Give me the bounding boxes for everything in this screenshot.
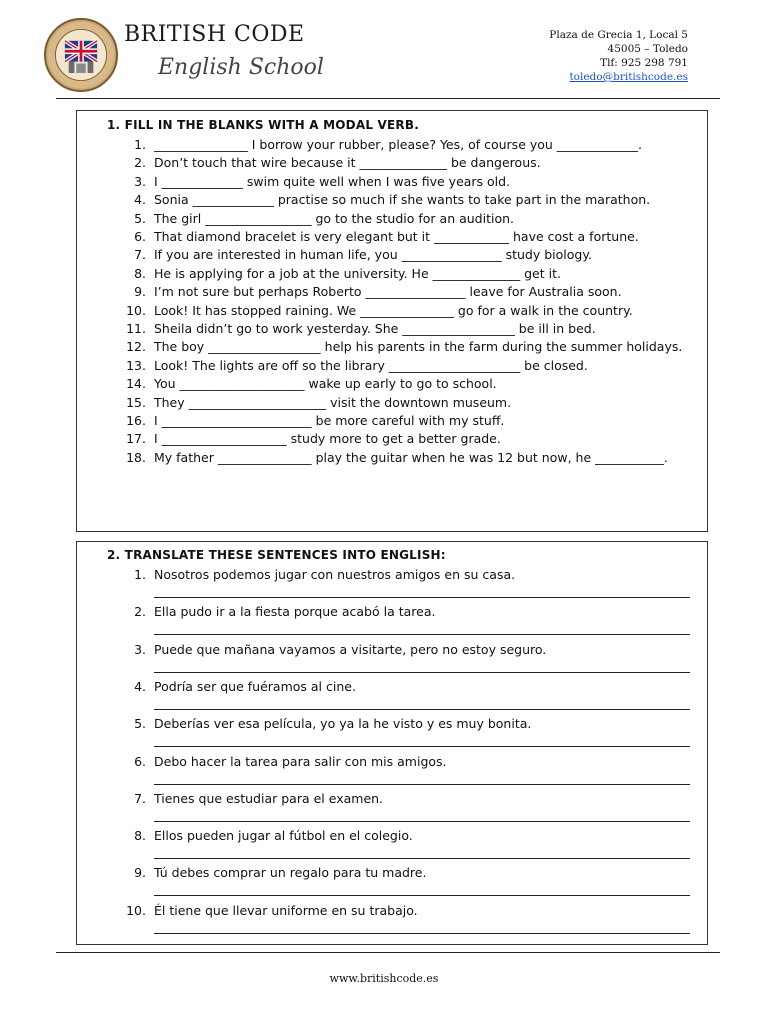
answer-line[interactable]	[154, 821, 690, 822]
item-number: 9.	[134, 865, 146, 881]
footer-website[interactable]: www.britishcode.es	[329, 972, 439, 985]
item-text: Puede que mañana vayamos a visitarte, pero no estoy seguro.	[154, 641, 547, 657]
item-text: Podría ser que fuéramos al cine.	[154, 678, 356, 694]
item-text: I _____________ swim quite well when I was five years old.	[154, 173, 511, 189]
item-text: I ____________________ study more to get a better grade.	[154, 431, 501, 447]
exercise-1-item	[120, 191, 700, 209]
item-number: 5.	[134, 716, 146, 732]
item-number: 1.	[134, 567, 146, 582]
item-number: 12.	[126, 339, 146, 355]
item-text: He is applying for a job at the university. He ______________ get it.	[154, 265, 561, 281]
item-number: 11.	[126, 321, 146, 336]
answer-line[interactable]	[154, 746, 690, 747]
item-text: Look! It has stopped raining. We _______________ go for a walk in the country.	[154, 302, 633, 318]
exercise-1-item	[120, 265, 700, 283]
item-number: 3.	[134, 641, 146, 657]
item-number: 6.	[134, 753, 146, 769]
exercise-1-item	[120, 430, 700, 448]
item-number: 3.	[134, 173, 146, 189]
item-number: 9.	[134, 284, 146, 300]
item-text: The boy __________________ help his parents in the farm during the summer holidays.	[154, 339, 683, 355]
item-text: Ellos pueden jugar al fútbol en el colegio.	[154, 828, 413, 844]
item-number: 7.	[134, 790, 146, 806]
answer-line[interactable]	[154, 895, 690, 896]
exercise-1-item	[120, 246, 700, 264]
item-number: 10.	[126, 902, 146, 918]
exercise-2-item	[120, 827, 700, 845]
item-number: 16.	[126, 413, 146, 428]
exercise-2-item	[120, 641, 700, 659]
item-text: _______________ I borrow your rubber, please? Yes, of course you _____________.	[154, 137, 643, 152]
item-text: Sonia _____________ practise so much if she wants to take part in the marathon.	[154, 192, 651, 208]
exercise-1-item	[120, 449, 700, 467]
item-text: Ella pudo ir a la fiesta porque acabó la tarea.	[154, 604, 436, 620]
exercise-1-item	[120, 136, 700, 154]
item-number: 18.	[126, 449, 146, 465]
item-number: 1.	[134, 137, 146, 152]
exercise-1-item	[120, 394, 700, 412]
exercise-1-item	[120, 283, 700, 301]
item-text: That diamond bracelet is very elegant but it ____________ have cost a fortune.	[154, 229, 639, 244]
logo-emblem	[46, 20, 116, 90]
exercise-2-title: 2. TRANSLATE THESE SENTENCES INTO ENGLISH:	[107, 548, 446, 562]
exercise-2-item	[120, 566, 700, 584]
exercise-1-item	[120, 357, 700, 375]
school-logo-icon	[44, 18, 118, 92]
item-text: I’m not sure but perhaps Roberto ________________ leave for Australia soon.	[154, 284, 622, 300]
exercise-1-item	[120, 154, 700, 172]
phone-number: Tlf: 925 298 791	[600, 57, 688, 69]
exercise-2-item	[120, 790, 700, 808]
item-number: 4.	[134, 678, 146, 694]
answer-line[interactable]	[154, 933, 690, 934]
item-text: Debo hacer la tarea para salir con mis amigos.	[154, 753, 447, 769]
item-number: 13.	[126, 357, 146, 373]
item-number: 8.	[134, 265, 146, 281]
answer-line[interactable]	[154, 709, 690, 710]
exercise-2-item	[120, 603, 700, 621]
email-link[interactable]: toledo@britishcode.es	[569, 71, 688, 83]
item-number: 15.	[126, 394, 146, 410]
item-text: I ________________________ be more careful with my stuff.	[154, 413, 505, 428]
address-line-2: 45005 – Toledo	[607, 43, 688, 55]
item-text: Sheila didn’t go to work yesterday. She __________________ be ill in bed.	[154, 321, 596, 336]
address-line-1: Plaza de Grecia 1, Local 5	[549, 29, 688, 41]
exercise-1-item	[120, 375, 700, 393]
answer-line[interactable]	[154, 672, 690, 673]
item-text: Tú debes comprar un regalo para tu madre.	[154, 865, 427, 881]
exercise-1-item	[120, 412, 700, 430]
exercise-2-item	[120, 678, 700, 696]
item-text: Él tiene que llevar uniforme en su trabajo.	[154, 902, 418, 918]
footer-divider	[56, 952, 720, 953]
item-number: 6.	[134, 229, 146, 244]
exercise-2-item	[120, 902, 700, 920]
exercise-2-item	[120, 753, 700, 771]
item-text: Deberías ver esa película, yo ya la he visto y es muy bonita.	[154, 716, 532, 732]
item-text: Don’t touch that wire because it ______________ be dangerous.	[154, 155, 541, 171]
header-divider	[56, 98, 720, 99]
item-text: My father _______________ play the guitar when he was 12 but now, he ___________.	[154, 449, 668, 465]
item-number: 2.	[134, 604, 146, 620]
item-number: 14.	[126, 376, 146, 392]
exercise-2-item	[120, 864, 700, 882]
exercise-2-item	[120, 715, 700, 733]
exercise-1-item	[120, 338, 700, 356]
exercise-1-item	[120, 173, 700, 191]
item-text: If you are interested in human life, you ________________ study biology.	[154, 247, 592, 263]
item-number: 10.	[126, 302, 146, 318]
answer-line[interactable]	[154, 634, 690, 635]
item-number: 5.	[134, 210, 146, 226]
item-number: 7.	[134, 247, 146, 263]
item-text: Look! The lights are off so the library _____________________ be closed.	[154, 357, 588, 373]
answer-line[interactable]	[154, 858, 690, 859]
item-text: You ____________________ wake up early to go to school.	[154, 376, 497, 392]
item-text: The girl _________________ go to the studio for an audition.	[154, 210, 514, 226]
item-number: 8.	[134, 828, 146, 844]
item-text: They ______________________ visit the downtown museum.	[154, 394, 512, 410]
exercise-1-item	[120, 320, 700, 338]
exercise-1-item	[120, 210, 700, 228]
item-number: 4.	[134, 192, 146, 208]
answer-line[interactable]	[154, 784, 690, 785]
item-text: Nosotros podemos jugar con nuestros amigos en su casa.	[154, 567, 516, 582]
item-text: Tienes que estudiar para el examen.	[154, 790, 384, 806]
exercise-2-box	[76, 541, 708, 945]
item-number: 17.	[126, 431, 146, 447]
item-number: 2.	[134, 155, 146, 171]
brand-name: BRITISH CODE	[124, 22, 305, 47]
exercise-1-item	[120, 228, 700, 246]
brand-subtitle: English School	[158, 55, 324, 80]
contact-block	[549, 28, 688, 84]
exercise-1-title: 1. FILL IN THE BLANKS WITH A MODAL VERB.	[107, 118, 419, 132]
exercise-1-item	[120, 302, 700, 320]
answer-line[interactable]	[154, 597, 690, 598]
